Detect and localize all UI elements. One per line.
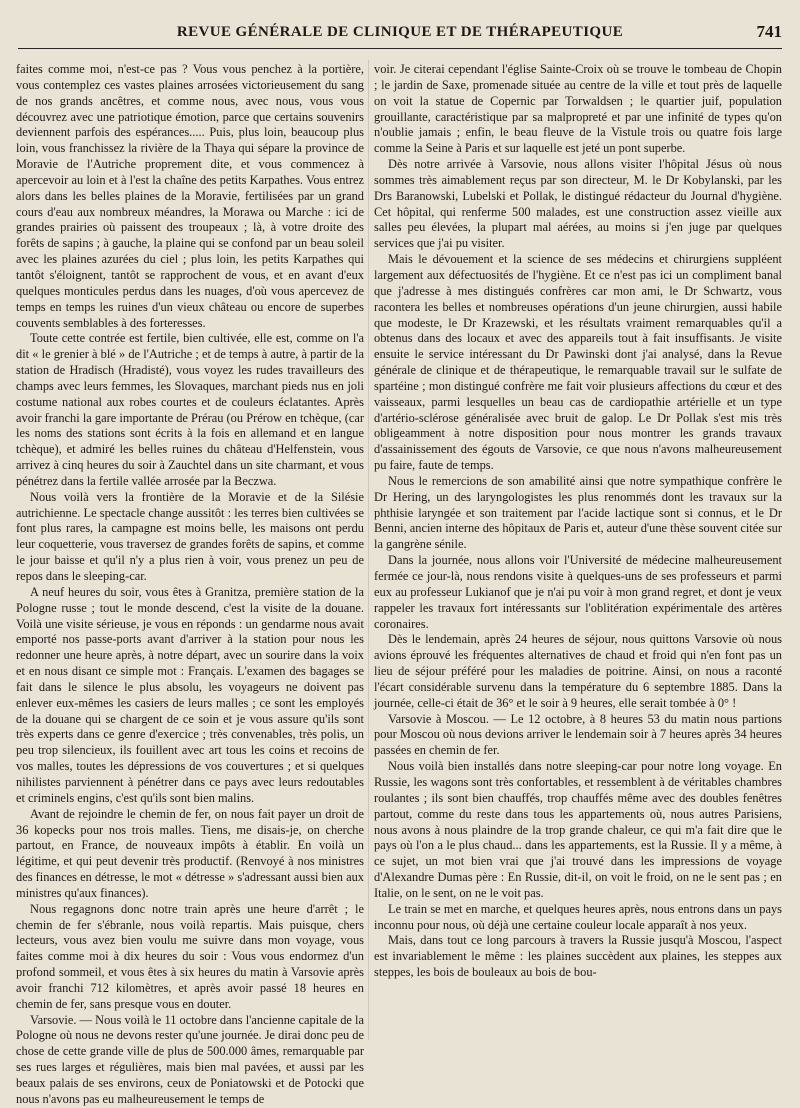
paragraph: Varsovie. — Nous voilà le 11 octobre dans l'ancienne capitale de la Pologne où nous ne devons rester qu'une journée. Je dirai donc peu de chose de cette grande ville de plus de 500.000 âmes, remarquable par ses rues larges et régulières, mais bien mal pavées, et aussi par les beaux palais de ses environs, ceux de Poniatowski et de Potocki que nous n'avons pas eu malheureusement le temps de bbox=[16, 1012, 364, 1106]
paragraph: Dès notre arrivée à Varsovie, nous allons visiter l'hôpital Jésus où nous sommes très aimablement reçus par son directeur, M. le Dr Kobylanski, par les Drs Baranowski, Lubelski et Pollak, le distingué rédacteur du Journal d'hygiène. Cet hôpital, qui renferme 500 malades, est une construction assez vieille aux salles peu élevées, la plupart mal aérées, au moins si j'en juge par quelques services que j'ai pu visiter. bbox=[374, 157, 782, 251]
paragraph: Avant de rejoindre le chemin de fer, on nous fait payer un droit de 36 kopecks pour nos trois malles. Tiens, me disais-je, on cherche partout, en France, de nouveaux impôts à établir. En voilà un légitime, et qui peut devenir très productif. (Renvoyé à nos ministres des finances en détresse, le mot « détresse » s'adressant aussi bien aux ministres qu'aux finances). bbox=[16, 806, 364, 900]
paragraph: Dès le lendemain, après 24 heures de séjour, nous quittons Varsovie où nous avions éprouvé les fréquentes alternatives de chaud et froid qui n'en font pas un lieu de séjour préféré pour les maladies de poitrine. Ainsi, on nous a raconté l'écart considérable survenu dans la température du 6 septembre 1885. Dans la journée, celle-ci était de 36° et le soir à 9 heures, elle serait tombée à 0° ! bbox=[374, 632, 782, 710]
paragraph: faites comme moi, n'est-ce pas ? Vous vous penchez à la portière, vous contemplez ces vastes plaines arrosées victorieusement du sang de nos grands ancêtres, et comme nous, avec nous, vous vous découvrez avec une patriotique émotion, parce que certains souvenirs deviennent parfois des espérances..... Puis, plus loin, beaucoup plus loin, vous franchissez la rivière de la Thaya qui sépare la province de Moravie de l'Autriche proprement dite, et vous commencez à apercevoir au loin et à l'est la chaîne des petits Karpathes. Vous entrez alors dans les belles plaines de la Moravie, fertilisées par un grand cours d'eau aux nombreux méandres, la Morawa ou Marche : ici de grandes prairies où paissent des troupeaux ; là, à votre droite des forêts de sapins ; à gauche, la plaine qui se confond par un beau soleil avec les plaines azurées du ciel ; plus loin, les petits Karpathes qui tantôt s'éloignent, tantôt se rapprochent de vous, et en avant d'eux quelques monticules perdus dans les nuages, d'où vous apercevez de temps en temps les ruines d'un vieux château ou encore de superbes couvents semblables à des forteresses. bbox=[16, 62, 364, 330]
paragraph: Mais, dans tout ce long parcours à travers la Russie jusqu'à Moscou, l'aspect est invariablement le même : les plaines succèdent aux plaines, les steppes aux steppes, les bois de bouleaux au bois de bou- bbox=[374, 933, 782, 980]
column-gutter bbox=[368, 60, 369, 1040]
paragraph: Mais le dévouement et la science de ses médecins et chirurgiens suppléent largement aux défectuosités de l'hygiène. Et ce n'est pas ici un compliment banal que j'adresse à mes distingués confrères car mon ami, le Dr Schwartz, vous racontera les belles et nombreuses opérations d'un jeune chirurgien, aussi habile que modeste, le Dr Krazewski, et les résultats vraiment remarquables qu'il a obtenus dans des locaux et avec des appareils tout à fait insuffisants. Je visite ensuite le service intéressant du Dr Pawinski dont j'ai analysé, dans la Revue générale de clinique et de thérapeutique, le remarquable travail sur le sulfate de spartéine ; mon distingué confrère me fait voir plusieurs affections du cœur et des vaisseaux, parmi lesquelles un beau cas de cardiopathie artérielle et un type d'artério-sclérose généralisée avec bruit de galop. Le Dr Pollak s'est mis très obligeamment à notre disposition pour nous montrer les grands travaux d'assainissement des égouts de Varsovie, ce que nous n'avons malheureusement pu faire, faute de temps. bbox=[374, 252, 782, 473]
left-column bbox=[16, 62, 364, 1106]
paragraph: Nous voilà vers la frontière de la Moravie et de la Silésie autrichienne. Le spectacle change aussitôt : les terres bien cultivées se font plus rares, la campagne est moins belle, les maisons ont perdu leur coquetterie, vous traversez de grandes forêts de sapins, et comme le jour baisse et qu'il n'y a plus rien à voir, vous prenez un peu de repos dans le sleeping-car. bbox=[16, 489, 364, 583]
paragraph: Nous regagnons donc notre train après une heure d'arrêt ; le chemin de fer s'ébranle, nous voilà repartis. Mais puisque, chers lecteurs, vous avez bien voulu me suivre dans mon voyage, vous faites comme moi à dix heures du soir : Vous vous endormez d'un profond sommeil, et vous êtes à six heures du matin à Varsovie après avoir franchi 712 kilomètres, et après avoir passé 18 heures en chemin de fer, sans presque vous en douter. bbox=[16, 901, 364, 1011]
paragraph: A neuf heures du soir, vous êtes à Granitza, première station de la Pologne russe ; tout le monde descend, c'est la visite de la douane. Voilà une visite sérieuse, je vous en réponds : un gendarme nous avait emporté nos passe-ports avant d'arriver à la station pour nous les redonner une heure après, à notre départ, avec un sourire dans la voix et en nous disant ce simple mot : Français. L'examen des bagages se fait dans le silence le plus absolu, les voyageurs ne doivent pas enlever eux-mêmes les casiers de leurs malles ; ce sont les employés de la douane qui se chargent de ce soin et je vous assure qu'ils sont très experts dans ce genre d'exercice ; très convenables, très polis, un peu trop silencieux, ils fouillent avec art tous les coins et recoins de vos malles, toutes les dépressions de vos couvertures ; et si quelques nihilistes parviennent à pénétrer dans ce pays avec leurs redoutables et criminels engins, c'est qu'ils sont bien malins. bbox=[16, 584, 364, 805]
page-number: 741 bbox=[756, 22, 782, 41]
right-column bbox=[374, 62, 782, 1042]
page-header bbox=[18, 18, 782, 49]
paragraph: Varsovie à Moscou. — Le 12 octobre, à 8 heures 53 du matin nous partions pour Moscou où nous devions arriver le lendemain soir à 7 heures après 34 heures passées en chemin de fer. bbox=[374, 711, 782, 758]
paragraph: Le train se met en marche, et quelques heures après, nous entrons dans un pays inconnu pour nous, où déjà une certaine couleur locale apparaît à nos yeux. bbox=[374, 901, 782, 932]
paragraph: Nous voilà bien installés dans notre sleeping-car pour notre long voyage. En Russie, les wagons sont très confortables, et ressemblent à de véritables chambres roulantes ; ils sont bien chauffés, trop chauffés même avec des doubles fenêtres partout, comme du reste dans tous les appartements où, nous autres Parisiens, nous avons à nous plaindre de la trop grande chaleur, ce qui m'a fait dire que le pays où l'on a le plus chaud... dans les appartements, est la Russie. Il y a même, à ce sujet, un mot bien vrai que j'ai trouvé dans les impressions de voyage d'Alexandre Dumas père : En Russie, dit-il, on voit le froid, on ne le sent pas ; en Italie, on le sent, on ne le voit pas. bbox=[374, 759, 782, 900]
paragraph: voir. Je citerai cependant l'église Sainte-Croix où se trouve le tombeau de Chopin ; le jardin de Saxe, promenade située au centre de la ville et tout près de laquelle on voit la statue de Copernic par Torwaldsen ; le quartier juif, population grouillante, caractéristique par sa malpropreté et par une infinité de types qu'on n'oublie jamais ; enfin, le beau fleuve de la Vistule trois ou quatre fois large comme la Seine à Paris et sur laquelle est jeté un pont superbe. bbox=[374, 62, 782, 156]
paragraph: Nous le remercions de son amabilité ainsi que notre sympathique confrère le Dr Hering, un des laryngologistes les plus renommés dont les travaux sur la phthisie laryngée et son traitement par l'acide lactique sont si connus, et le Dr Benni, ancien interne des hôpitaux de Paris et, auteur d'une thèse souvent citée sur la gangrène sénile. bbox=[374, 473, 782, 552]
paragraph: Dans la journée, nous allons voir l'Université de médecine malheureusement fermée ce jour-là, nous rendons visite à quelques-uns de ses professeurs et parmi eux au professeur Lukianof que je n'ai pu voir à mon grand regret, et dont je veux rappeler les travaux fort intéressants sur l'oblitération expérimentale des artères coronaires. bbox=[374, 553, 782, 631]
running-title: REVUE GÉNÉRALE DE CLINIQUE ET DE THÉRAPEUTIQUE bbox=[176, 24, 624, 40]
paragraph: Toute cette contrée est fertile, bien cultivée, elle est, comme on l'a dit « le grenier à blé » de l'Autriche ; et de temps à autre, à partir de la station de Hradisch (Hradisté), vous voyez les rudes travailleurs des champs avec leurs femmes, les Slovaques, marchant pieds nus en joli costume national aux robes courtes et de couleurs éclatantes. Après avoir franchi la gare importante de Prérau (ou Prérow en tchèque, (car les noms des stations sont écrits à la fois en allemand et en langue tchèque), et admiré les belles ruines du château d'Helfenstein, vous arrivez à cinq heures du soir à Zauchtel dans un site charmant, et vous pénétrez dans la fertile vallée arrosée par la Beczwa. bbox=[16, 331, 364, 488]
